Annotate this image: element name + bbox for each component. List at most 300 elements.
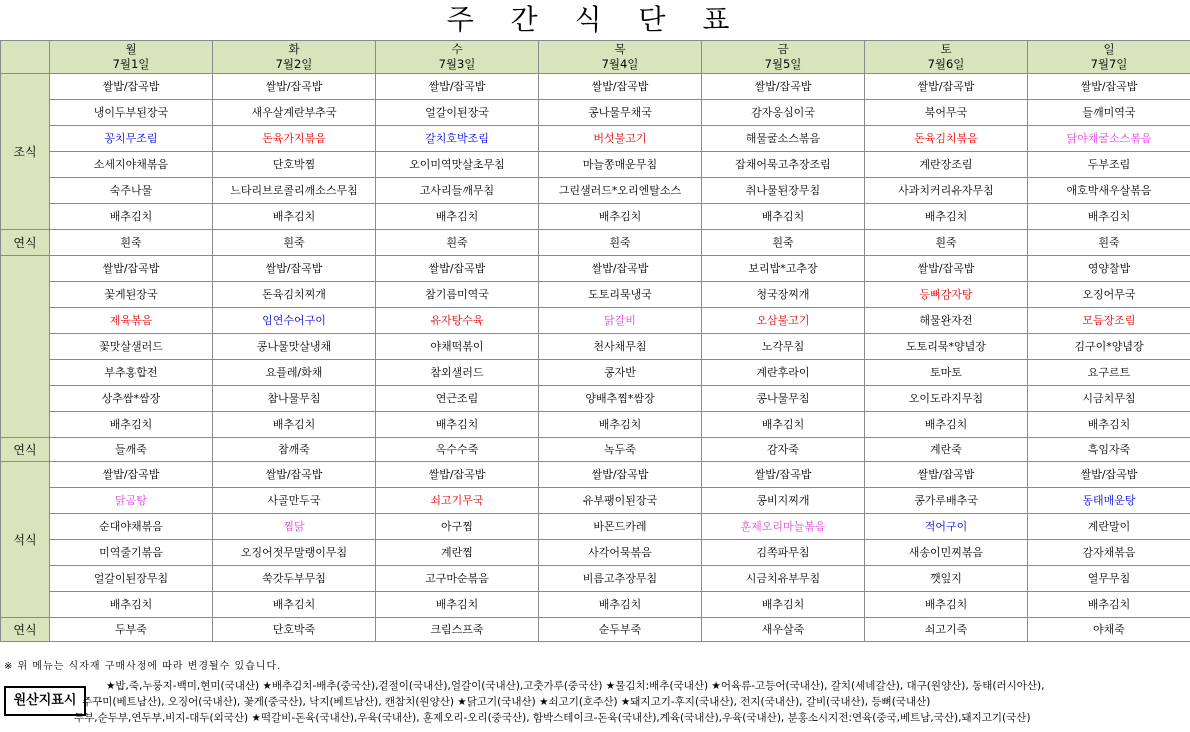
day-date: 7월4일: [601, 57, 639, 71]
menu-cell: [50, 386, 213, 412]
menu-cell: [50, 360, 213, 386]
menu-item: 김구이*양념장: [1074, 340, 1144, 353]
menu-cell: [213, 152, 376, 178]
menu-item: 쌀밥/잡곡밥: [591, 468, 649, 481]
menu-item: 보리밥*고추장: [748, 262, 818, 275]
snack-cell: [702, 618, 865, 642]
menu-item: 토마토: [930, 366, 962, 379]
lunch-row: [1, 412, 1190, 438]
day-header-row: [1, 41, 1190, 74]
menu-cell: [213, 308, 376, 334]
menu-item: 쌀밥/잡곡밥: [428, 80, 486, 93]
lunch-row: [1, 386, 1190, 412]
menu-item: 쌀밥/잡곡밥: [102, 262, 160, 275]
menu-item: 사각어묵볶음: [588, 546, 652, 559]
menu-item: 쌀밥/잡곡밥: [102, 468, 160, 481]
menu-item: 들깨미역국: [1082, 106, 1136, 119]
menu-cell: [702, 488, 865, 514]
snack-item: 단호박죽: [272, 623, 316, 636]
menu-item: 배추김치: [924, 418, 968, 431]
menu-cell: [865, 100, 1028, 126]
breakfast-label: 조식: [1, 74, 50, 230]
menu-cell: [539, 386, 702, 412]
menu-item: 배추김치: [435, 210, 479, 223]
snack-cell: [1028, 618, 1190, 642]
day-name: 화: [288, 42, 300, 56]
menu-cell: [50, 592, 213, 618]
menu-cell: [1028, 360, 1190, 386]
menu-item: 콩가루배추국: [914, 494, 978, 507]
menu-item: 배추김치: [435, 598, 479, 611]
snack-cell: [376, 618, 539, 642]
snack-cell: [865, 438, 1028, 462]
menu-cell: [539, 462, 702, 488]
menu-item: 고사리들깨무침: [419, 184, 495, 197]
dinner-row: [1, 462, 1190, 488]
origin-label: 원산지표시: [4, 686, 86, 716]
menu-cell: [702, 462, 865, 488]
menu-item: 사골만두국: [267, 494, 321, 507]
menu-item: 얼갈이된장국: [425, 106, 489, 119]
menu-item: 해물완자전: [919, 314, 973, 327]
menu-cell: [376, 204, 539, 230]
menu-item: 감자채볶음: [1082, 546, 1136, 559]
menu-cell: [1028, 334, 1190, 360]
menu-item: 잡채어묵고추장조림: [735, 158, 831, 171]
menu-cell: [213, 100, 376, 126]
menu-item: 새송이민찌볶음: [908, 546, 984, 559]
menu-item: 쌀밥/잡곡밥: [591, 80, 649, 93]
menu-item: 쌀밥/잡곡밥: [754, 80, 812, 93]
menu-cell: [376, 514, 539, 540]
snack-cell: [213, 618, 376, 642]
menu-cell: [865, 74, 1028, 100]
snack-cell: [1028, 230, 1190, 256]
menu-cell: [539, 566, 702, 592]
menu-cell: [376, 256, 539, 282]
menu-cell: [702, 412, 865, 438]
menu-cell: [376, 334, 539, 360]
menu-cell: [376, 592, 539, 618]
snack-item: 흰죽: [935, 236, 957, 249]
snack-cell: [539, 230, 702, 256]
menu-cell: [539, 488, 702, 514]
menu-item: 고구마순볶음: [425, 572, 489, 585]
menu-item: 바몬드카레: [593, 520, 647, 533]
menu-item: 쌀밥/잡곡밥: [754, 468, 812, 481]
menu-item: 찜닭: [283, 520, 305, 533]
menu-cell: [376, 126, 539, 152]
menu-cell: [702, 152, 865, 178]
menu-item: 미역줄기볶음: [99, 546, 163, 559]
menu-cell: [865, 334, 1028, 360]
day-date: 7월1일: [112, 57, 150, 71]
menu-cell: [1028, 126, 1190, 152]
snack-item: 계란죽: [930, 443, 962, 456]
menu-cell: [50, 178, 213, 204]
menu-cell: [539, 334, 702, 360]
menu-cell: [702, 514, 865, 540]
menu-cell: [1028, 100, 1190, 126]
lunch-row: [1, 256, 1190, 282]
dinner-label: 석식: [1, 462, 50, 618]
menu-item: 배추김치: [109, 210, 153, 223]
menu-cell: [50, 308, 213, 334]
menu-cell: [50, 334, 213, 360]
menu-item: 배추김치: [598, 598, 642, 611]
snack-item: 흰죽: [772, 236, 794, 249]
menu-cell: [376, 360, 539, 386]
menu-cell: [376, 386, 539, 412]
snack-cell: [213, 438, 376, 462]
snack-item: 흑임자죽: [1087, 443, 1131, 456]
lunch-row: [1, 282, 1190, 308]
menu-item: 배추김치: [924, 210, 968, 223]
menu-cell: [702, 386, 865, 412]
menu-item: 배추김치: [598, 210, 642, 223]
menu-item: 소세지야채볶음: [93, 158, 169, 171]
menu-item: 콩비지찌개: [756, 494, 810, 507]
menu-cell: [702, 100, 865, 126]
menu-cell: [213, 488, 376, 514]
menu-cell: [50, 204, 213, 230]
menu-item: 닭곰탕: [115, 494, 147, 507]
menu-cell: [1028, 204, 1190, 230]
menu-cell: [50, 74, 213, 100]
menu-item: 그린샐러드*오리엔탈소스: [558, 184, 682, 197]
menu-cell: [213, 282, 376, 308]
menu-item: 동태매운탕: [1082, 494, 1136, 507]
menu-cell: [539, 126, 702, 152]
menu-cell: [865, 566, 1028, 592]
menu-cell: [702, 308, 865, 334]
dinner-row: [1, 488, 1190, 514]
menu-item: 요구르트: [1087, 366, 1131, 379]
menu-item: 도토리묵냉국: [588, 288, 652, 301]
origin-line: 주꾸미(베트남산), 오징어(국내산), 꽃게(중국산), 낙지(베트남산), 캔참치(원양산) ★닭고기(국내산) ★쇠고기(호주산) ★돼지고기-후지(국내산), 전지(국내산), 갈비(국내산), 등뼈(국내산): [82, 696, 931, 708]
menu-item: 쌀밥/잡곡밥: [265, 468, 323, 481]
menu-item: 야채떡볶이: [430, 340, 484, 353]
day-header: [50, 41, 213, 74]
menu-item: 시금치유부무침: [745, 572, 821, 585]
menu-item: 닭갈비: [604, 314, 636, 327]
menu-item: 쌀밥/잡곡밥: [917, 468, 975, 481]
menu-cell: [865, 204, 1028, 230]
origin-line: ★밥,죽,누룽지-백미,현미(국내산) ★배추김치-배추(중국산),겉절이(국내산),얼갈이(국내산),고춧가루(중국산) ★물김치:배추(국내산) ★어육류-고등어(국내산), 갈치(세네갈산), 대구(원양산), 동태(러시아산),: [106, 680, 1045, 692]
menu-item: 오징어무국: [1082, 288, 1136, 301]
day-date: 7월6일: [927, 57, 965, 71]
menu-cell: [213, 540, 376, 566]
menu-item: 냉이두부된장국: [93, 106, 169, 119]
menu-item: 갈치호박조림: [425, 132, 489, 145]
menu-item: 콩나물무침: [756, 392, 810, 405]
menu-cell: [376, 488, 539, 514]
menu-item: 쌀밥/잡곡밥: [917, 262, 975, 275]
menu-cell: [865, 412, 1028, 438]
menu-item: 요플레/화채: [265, 366, 323, 379]
menu-item: 열무무침: [1087, 572, 1131, 585]
menu-cell: [702, 282, 865, 308]
menu-item: 쌀밥/잡곡밥: [265, 80, 323, 93]
menu-cell: [213, 256, 376, 282]
day-header: [539, 41, 702, 74]
menu-cell: [1028, 514, 1190, 540]
menu-cell: [376, 282, 539, 308]
menu-item: 돈육김치찌개: [262, 288, 326, 301]
menu-cell: [213, 592, 376, 618]
menu-cell: [865, 126, 1028, 152]
menu-cell: [50, 566, 213, 592]
menu-item: 천사채무침: [593, 340, 647, 353]
snack-cell: [50, 438, 213, 462]
menu-item: 참기름미역국: [425, 288, 489, 301]
snack-cell: [702, 438, 865, 462]
menu-cell: [865, 592, 1028, 618]
menu-item: 청국장찌개: [756, 288, 810, 301]
day-date: 7월2일: [275, 57, 313, 71]
menu-cell: [865, 308, 1028, 334]
snack-item: 쇠고기죽: [924, 623, 968, 636]
menu-cell: [213, 334, 376, 360]
menu-cell: [865, 152, 1028, 178]
menu-item: 부추홍합전: [104, 366, 158, 379]
menu-item: 얼갈이된장무침: [93, 572, 169, 585]
snack-cell: [865, 230, 1028, 256]
menu-item: 도토리묵*양념장: [906, 340, 986, 353]
menu-item: 노각무침: [761, 340, 805, 353]
snack-cell: [539, 438, 702, 462]
menu-item: 숙주나물: [109, 184, 153, 197]
menu-cell: [865, 360, 1028, 386]
menu-cell: [539, 360, 702, 386]
menu-cell: [213, 566, 376, 592]
menu-cell: [1028, 592, 1190, 618]
snack3-row: [1, 618, 1190, 642]
breakfast-row: [1, 74, 1190, 100]
dinner-row: [1, 514, 1190, 540]
menu-cell: [376, 412, 539, 438]
menu-item: 콩자반: [604, 366, 636, 379]
menu-cell: [1028, 282, 1190, 308]
snack-item: 감자죽: [767, 443, 799, 456]
menu-item: 단호박찜: [272, 158, 316, 171]
menu-item: 훈제오리마늘볶음: [740, 520, 826, 533]
day-name: 금: [777, 42, 789, 56]
snack-item: 흰죽: [446, 236, 468, 249]
menu-cell: [376, 308, 539, 334]
menu-item: 아구찜: [441, 520, 473, 533]
day-header: [213, 41, 376, 74]
snack-cell: [376, 438, 539, 462]
snack-cell: [50, 230, 213, 256]
menu-cell: [702, 178, 865, 204]
menu-item: 배추김치: [435, 418, 479, 431]
menu-item: 돈육김치볶음: [914, 132, 978, 145]
menu-item: 쌀밥/잡곡밥: [428, 468, 486, 481]
snack-item: 흰죽: [1098, 236, 1120, 249]
snack-label: 연식: [1, 438, 50, 462]
menu-cell: [1028, 462, 1190, 488]
menu-cell: [1028, 152, 1190, 178]
snack-cell: [1028, 438, 1190, 462]
menu-item: 배추김치: [761, 418, 805, 431]
menu-item: 배추김치: [924, 598, 968, 611]
menu-cell: [213, 126, 376, 152]
menu-item: 적어구이: [924, 520, 968, 533]
menu-cell: [376, 152, 539, 178]
menu-item: 배추김치: [1087, 210, 1131, 223]
menu-cell: [702, 334, 865, 360]
snack-item: 흰죽: [609, 236, 631, 249]
menu-cell: [539, 204, 702, 230]
snack-item: 흰죽: [283, 236, 305, 249]
menu-item: 오삼불고기: [756, 314, 810, 327]
menu-item: 돈육가지볶음: [262, 132, 326, 145]
menu-item: 감자옹심이국: [751, 106, 815, 119]
menu-cell: [1028, 74, 1190, 100]
menu-cell: [539, 152, 702, 178]
breakfast-row: [1, 100, 1190, 126]
lunch-row: [1, 308, 1190, 334]
day-name: 수: [451, 42, 463, 56]
menu-cell: [539, 282, 702, 308]
menu-item: 배추김치: [761, 210, 805, 223]
day-name: 월: [125, 42, 137, 56]
snack-item: 참깨죽: [278, 443, 310, 456]
menu-cell: [1028, 256, 1190, 282]
menu-item: 마늘쫑매운무침: [582, 158, 658, 171]
snack-cell: [702, 230, 865, 256]
day-date: 7월7일: [1090, 57, 1128, 71]
menu-cell: [50, 100, 213, 126]
menu-cell: [376, 178, 539, 204]
page-title: 주 간 식 단 표: [446, 3, 744, 36]
menu-item: 오징어젓무말랭이무침: [240, 546, 348, 559]
menu-cell: [213, 386, 376, 412]
menu-item: 김쪽파무침: [756, 546, 810, 559]
header-corner: [1, 41, 50, 74]
menu-item: 새우살계란부추국: [251, 106, 337, 119]
day-name: 일: [1103, 42, 1115, 56]
breakfast-row: [1, 126, 1190, 152]
origin-text: [74, 678, 1186, 726]
menu-cell: [213, 462, 376, 488]
menu-item: 닭야채굴소스볶음: [1066, 132, 1152, 145]
menu-cell: [702, 256, 865, 282]
menu-item: 배추김치: [272, 210, 316, 223]
menu-cell: [865, 282, 1028, 308]
menu-item: 계란후라이: [756, 366, 810, 379]
menu-cell: [702, 204, 865, 230]
menu-cell: [539, 100, 702, 126]
lunch-row: [1, 334, 1190, 360]
menu-item: 쌀밥/잡곡밥: [591, 262, 649, 275]
menu-item: 시금치무침: [1082, 392, 1136, 405]
day-name: 토: [940, 42, 952, 56]
menu-item: 쇠고기무국: [430, 494, 484, 507]
menu-cell: [865, 178, 1028, 204]
menu-cell: [865, 386, 1028, 412]
menu-cell: [539, 540, 702, 566]
menu-cell: [376, 100, 539, 126]
day-header: [865, 41, 1028, 74]
menu-item: 유부팽이된장국: [582, 494, 658, 507]
snack-item: 크림스프죽: [430, 623, 484, 636]
menu-item: 콩나물무채국: [588, 106, 652, 119]
menu-cell: [376, 540, 539, 566]
snack-item: 흰죽: [120, 236, 142, 249]
menu-cell: [702, 540, 865, 566]
snack-cell: [865, 618, 1028, 642]
menu-cell: [50, 540, 213, 566]
menu-item: 쌀밥/잡곡밥: [428, 262, 486, 275]
day-header: [702, 41, 865, 74]
menu-cell: [1028, 488, 1190, 514]
day-date: 7월3일: [438, 57, 476, 71]
menu-item: 배추김치: [109, 598, 153, 611]
snack-item: 순두부죽: [598, 623, 642, 636]
menu-cell: [1028, 178, 1190, 204]
change-notice: ※ 위 메뉴는 식자재 구매사정에 따라 변경될수 있습니다.: [4, 661, 282, 672]
menu-item: 계란말이: [1087, 520, 1131, 533]
menu-cell: [1028, 540, 1190, 566]
menu-cell: [213, 360, 376, 386]
menu-cell: [702, 126, 865, 152]
menu-cell: [539, 178, 702, 204]
menu-cell: [376, 566, 539, 592]
menu-cell: [213, 74, 376, 100]
dinner-row: [1, 592, 1190, 618]
menu-item: 모듬장조림: [1082, 314, 1136, 327]
menu-item: 배추김치: [598, 418, 642, 431]
menu-cell: [702, 592, 865, 618]
menu-cell: [539, 514, 702, 540]
menu-item: 쌀밥/잡곡밥: [1080, 80, 1138, 93]
menu-item: 꽃맛살샐러드: [99, 340, 163, 353]
menu-cell: [865, 514, 1028, 540]
snack-item: 녹두죽: [604, 443, 636, 456]
snack-label: 연식: [1, 230, 50, 256]
menu-item: 애호박새우살볶음: [1066, 184, 1152, 197]
menu-item: 배추김치: [1087, 598, 1131, 611]
menu-item: 콩나물맛살냉채: [256, 340, 332, 353]
menu-cell: [865, 256, 1028, 282]
menu-item: 꽁치무조림: [104, 132, 158, 145]
menu-item: 쌀밥/잡곡밥: [917, 80, 975, 93]
snack-item: 들깨죽: [115, 443, 147, 456]
menu-item: 상추쌈*쌈장: [101, 392, 161, 405]
menu-item: 등뼈감자탕: [919, 288, 973, 301]
menu-item: 북어무국: [924, 106, 968, 119]
menu-item: 오이미역맛살초무침: [409, 158, 505, 171]
snack-cell: [213, 230, 376, 256]
menu-item: 쌀밥/잡곡밥: [265, 262, 323, 275]
menu-item: 계란찜: [441, 546, 473, 559]
breakfast-row: [1, 204, 1190, 230]
menu-cell: [865, 540, 1028, 566]
menu-item: 버섯불고기: [593, 132, 647, 145]
menu-cell: [539, 256, 702, 282]
menu-cell: [50, 514, 213, 540]
menu-cell: [702, 566, 865, 592]
menu-item: 영양찰밥: [1087, 262, 1131, 275]
snack-item: 옥수수죽: [435, 443, 479, 456]
dinner-row: [1, 566, 1190, 592]
snack-cell: [376, 230, 539, 256]
menu-item: 배추김치: [272, 418, 316, 431]
menu-item: 순대야채볶음: [99, 520, 163, 533]
day-header: [376, 41, 539, 74]
